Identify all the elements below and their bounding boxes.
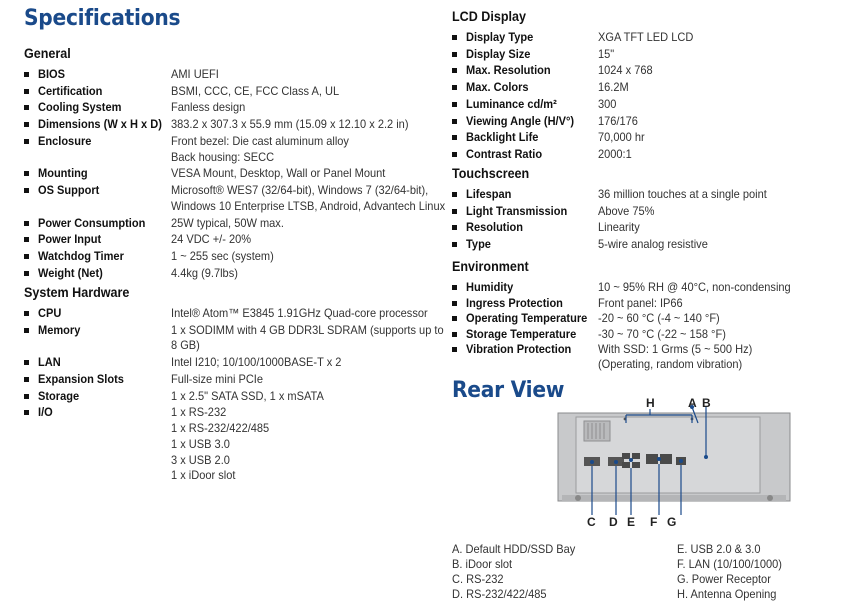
usb-port-2 bbox=[632, 453, 640, 459]
bullet-icon bbox=[452, 285, 457, 290]
spec-value: 70,000 hr bbox=[598, 130, 645, 145]
bullet-icon bbox=[452, 225, 457, 230]
spec-label: Display Size bbox=[466, 46, 531, 61]
spec-value: 8 GB) bbox=[171, 338, 200, 353]
usb-port-4 bbox=[632, 462, 640, 468]
spec-label: I/O bbox=[38, 405, 53, 420]
spec-label: Expansion Slots bbox=[38, 371, 124, 386]
bullet-icon bbox=[24, 271, 29, 276]
spec-value: 1 x RS-232/422/485 bbox=[171, 421, 270, 436]
spec-value: Above 75% bbox=[598, 203, 655, 218]
legend-item: C. RS-232 bbox=[452, 572, 504, 586]
bullet-icon bbox=[24, 221, 29, 226]
spec-value: -30 ~ 70 °C (-22 ~ 158 °F) bbox=[598, 326, 726, 341]
bullet-icon bbox=[24, 254, 29, 259]
spec-value: 5-wire analog resistive bbox=[598, 237, 708, 252]
spec-value: 16.2M bbox=[598, 80, 629, 95]
bullet-icon bbox=[24, 89, 29, 94]
spec-value: Windows 10 Enterprise LTSB, Android, Advantech Linux bbox=[171, 198, 446, 213]
rear-view-diagram bbox=[540, 395, 800, 530]
spec-label: Light Transmission bbox=[466, 203, 568, 218]
spec-value: Front panel: IP66 bbox=[598, 295, 683, 310]
spec-value: 1 x 2.5" SATA SSD, 1 x mSATA bbox=[171, 388, 324, 403]
spec-label: CPU bbox=[38, 306, 62, 320]
rear-view-heading: Rear View bbox=[452, 378, 565, 403]
legend-item: A. Default HDD/SSD Bay bbox=[452, 542, 576, 556]
spec-value: 15" bbox=[598, 46, 615, 61]
bullet-icon bbox=[24, 311, 29, 316]
spec-label: Max. Colors bbox=[466, 80, 529, 95]
spec-label: Storage Temperature bbox=[466, 326, 577, 341]
spec-label: BIOS bbox=[38, 67, 65, 81]
spec-value: 4.4kg (9.7lbs) bbox=[171, 265, 238, 280]
callout-c: C bbox=[587, 515, 596, 529]
spec-label: Max. Resolution bbox=[466, 63, 551, 78]
spec-label: Memory bbox=[38, 322, 81, 337]
spec-value: 1 x RS-232 bbox=[171, 405, 227, 420]
system-hardware-heading: System Hardware bbox=[24, 285, 130, 300]
spec-value: AMI UEFI bbox=[171, 67, 219, 81]
bullet-icon bbox=[452, 209, 457, 214]
spec-value: Microsoft® WES7 (32/64-bit), Windows 7 (32/64-bit), bbox=[171, 183, 429, 197]
spec-label: Type bbox=[466, 237, 491, 252]
legend-item: F. LAN (10/100/1000) bbox=[677, 557, 782, 571]
bullet-icon bbox=[24, 72, 29, 77]
bullet-icon bbox=[452, 35, 457, 40]
spec-label: Storage bbox=[38, 388, 80, 403]
bullet-icon bbox=[24, 237, 29, 242]
spec-value: Intel® Atom™ E3845 1.91GHz Quad-core processor bbox=[171, 306, 428, 320]
lcd-display-heading: LCD Display bbox=[452, 9, 526, 24]
spec-value: 383.2 x 307.3 x 55.9 mm (15.09 x 12.10 x 2.2 in) bbox=[171, 117, 409, 132]
bullet-icon bbox=[24, 122, 29, 127]
spec-label: Lifespan bbox=[466, 187, 512, 201]
spec-label: Contrast Ratio bbox=[466, 146, 543, 161]
bullet-icon bbox=[452, 52, 457, 57]
callout-b: B bbox=[702, 396, 711, 410]
legend-item: E. USB 2.0 & 3.0 bbox=[677, 542, 761, 556]
spec-value: 176/176 bbox=[598, 113, 638, 128]
spec-value: 36 million touches at a single point bbox=[598, 187, 767, 201]
spec-label: LAN bbox=[38, 355, 61, 370]
bullet-icon bbox=[452, 68, 457, 73]
spec-label: Power Consumption bbox=[38, 215, 146, 230]
bullet-icon bbox=[452, 135, 457, 140]
bullet-icon bbox=[24, 171, 29, 176]
spec-value: -20 ~ 60 °C (-4 ~ 140 °F) bbox=[598, 311, 720, 325]
bullet-icon bbox=[452, 102, 457, 107]
spec-value: 300 bbox=[598, 96, 617, 111]
spec-label: Ingress Protection bbox=[466, 295, 563, 310]
spec-value: Full-size mini PCIe bbox=[171, 371, 264, 386]
callout-h: H bbox=[646, 396, 655, 410]
bullet-icon bbox=[452, 301, 457, 306]
bullet-icon bbox=[452, 119, 457, 124]
bullet-icon bbox=[452, 242, 457, 247]
spec-label: Backlight Life bbox=[466, 130, 539, 145]
spec-label: OS Support bbox=[38, 183, 100, 197]
callout-a: A bbox=[688, 396, 697, 410]
spec-value: 1024 x 768 bbox=[598, 63, 653, 78]
spec-value: Linearity bbox=[598, 220, 640, 235]
bullet-icon bbox=[24, 394, 29, 399]
spec-label: Mounting bbox=[38, 166, 88, 181]
bullet-icon bbox=[24, 105, 29, 110]
spec-value: 24 VDC +/- 20% bbox=[171, 232, 252, 247]
bullet-icon bbox=[24, 360, 29, 365]
spec-value: VESA Mount, Desktop, Wall or Panel Mount bbox=[171, 166, 386, 181]
bullet-icon bbox=[452, 85, 457, 90]
legend-item: H. Antenna Opening bbox=[677, 587, 777, 601]
spec-label: Dimensions (W x H x D) bbox=[38, 117, 162, 132]
spec-label: Enclosure bbox=[38, 133, 92, 148]
usb-port-1 bbox=[622, 453, 630, 459]
spec-value: XGA TFT LED LCD bbox=[598, 30, 694, 44]
spec-value: (Operating, random vibration) bbox=[598, 356, 743, 371]
bullet-icon bbox=[452, 316, 457, 321]
bullet-icon bbox=[452, 152, 457, 157]
lan-port-2 bbox=[660, 454, 672, 464]
spec-value: BSMI, CCC, CE, FCC Class A, UL bbox=[171, 83, 340, 98]
spec-value: Back housing: SECC bbox=[171, 149, 275, 164]
spec-value: 1 x USB 3.0 bbox=[171, 436, 230, 451]
bullet-icon bbox=[452, 192, 457, 197]
spec-label: Vibration Protection bbox=[466, 342, 572, 356]
spec-label: Cooling System bbox=[38, 100, 122, 115]
page-title: Specifications bbox=[24, 6, 181, 31]
bezel-lip bbox=[562, 495, 786, 501]
spec-value: 25W typical, 50W max. bbox=[171, 215, 284, 230]
spec-value: 3 x USB 2.0 bbox=[171, 452, 230, 467]
bullet-icon bbox=[24, 377, 29, 382]
spec-value: Intel I210; 10/100/1000BASE-T x 2 bbox=[171, 355, 342, 370]
spec-value: 1 ~ 255 sec (system) bbox=[171, 248, 274, 263]
spec-label: Viewing Angle (H/V°) bbox=[466, 113, 575, 128]
spec-value: 1 x SODIMM with 4 GB DDR3L SDRAM (supports up to bbox=[171, 322, 444, 337]
legend-item: B. iDoor slot bbox=[452, 557, 513, 571]
spec-label: Resolution bbox=[466, 220, 524, 235]
callout-d: D bbox=[609, 515, 618, 529]
spec-value: 1 x iDoor slot bbox=[171, 468, 236, 483]
environment-heading: Environment bbox=[452, 259, 529, 274]
general-heading: General bbox=[24, 46, 71, 61]
spec-label: Humidity bbox=[466, 280, 514, 294]
legend-item: D. RS-232/422/485 bbox=[452, 587, 547, 601]
bullet-icon bbox=[24, 328, 29, 333]
callout-e: E bbox=[627, 515, 636, 529]
bullet-icon bbox=[24, 139, 29, 144]
spec-label: Display Type bbox=[466, 30, 534, 44]
spec-value: Fanless design bbox=[171, 100, 246, 115]
usb-port-3 bbox=[622, 462, 630, 468]
bullet-icon bbox=[24, 410, 29, 415]
spec-label: Certification bbox=[38, 83, 103, 98]
bullet-icon bbox=[24, 188, 29, 193]
spec-label: Weight (Net) bbox=[38, 265, 103, 280]
lan-port-1 bbox=[646, 454, 658, 464]
spec-value: Front bezel: Die cast aluminum alloy bbox=[171, 133, 349, 148]
spec-label: Luminance cd/m² bbox=[466, 96, 557, 111]
spec-value: 2000:1 bbox=[598, 146, 632, 161]
spec-label: Operating Temperature bbox=[466, 311, 588, 325]
bullet-icon bbox=[452, 332, 457, 337]
spec-value: 10 ~ 95% RH @ 40°C, non-condensing bbox=[598, 280, 791, 294]
bullet-icon bbox=[452, 347, 457, 352]
callout-g: G bbox=[667, 515, 677, 529]
legend-item: G. Power Receptor bbox=[677, 572, 771, 586]
callout-f: F bbox=[650, 515, 658, 529]
spec-label: Watchdog Timer bbox=[38, 248, 124, 263]
spec-label: Power Input bbox=[38, 232, 102, 247]
spec-value: With SSD: 1 Grms (5 ~ 500 Hz) bbox=[598, 342, 753, 356]
touchscreen-heading: Touchscreen bbox=[452, 166, 530, 181]
